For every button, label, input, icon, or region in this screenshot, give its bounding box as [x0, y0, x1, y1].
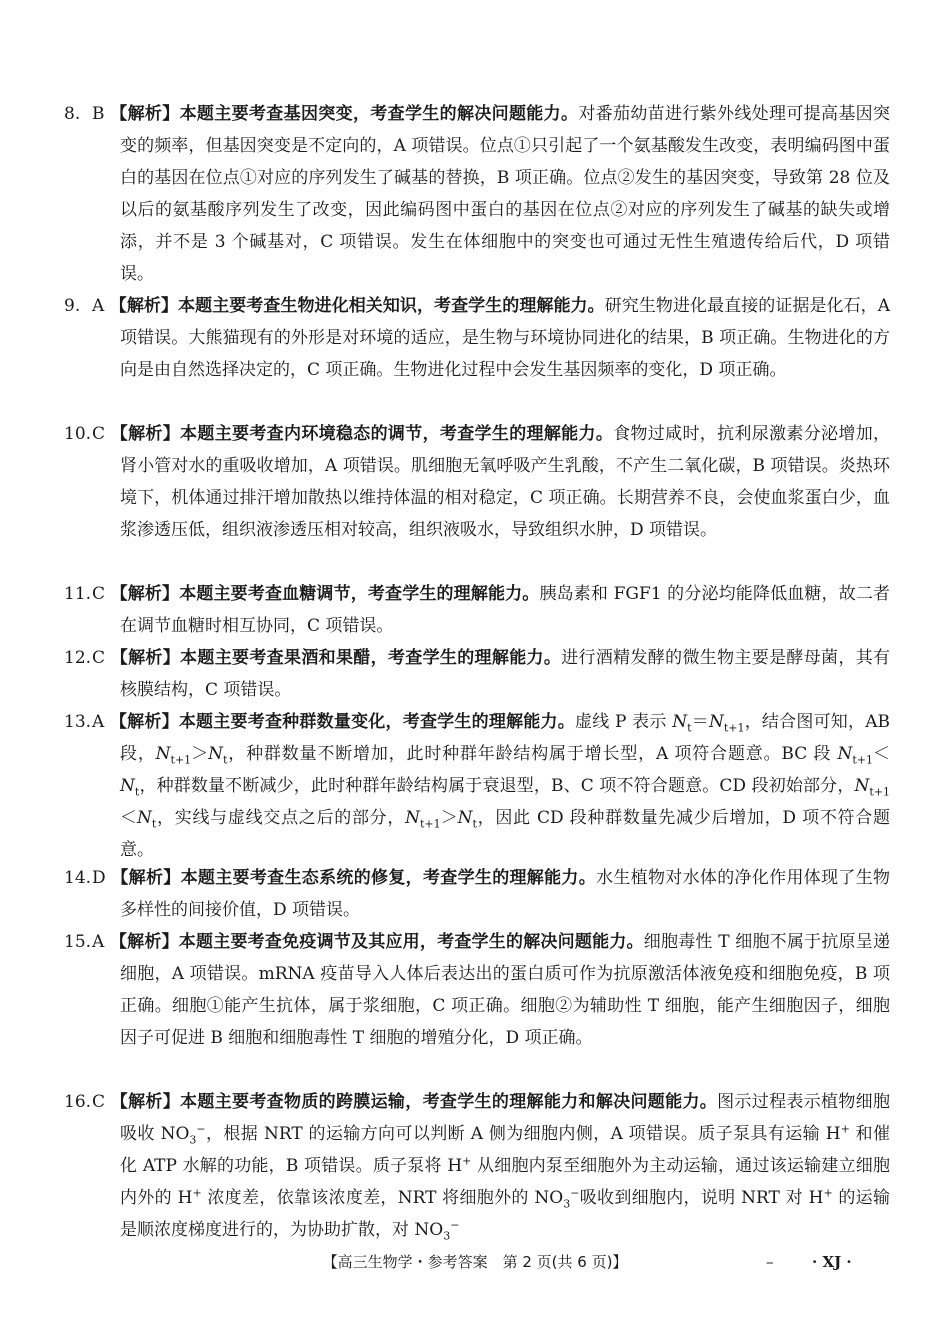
- footer-code: · XJ ·: [812, 1253, 852, 1271]
- item-text-part: 吸收到细胞内，说明 NRT 对 H: [579, 1188, 824, 1208]
- sub-t1: t+1: [852, 753, 874, 767]
- analysis-tag: 【解析】: [110, 1092, 181, 1112]
- item-answer: C: [92, 1092, 106, 1112]
- answer-item-12: 12.C 【解析】本题主要考查果酒和果醋，考查学生的理解能力。进行酒精发酵的微生物主要是酵母菌，其有核膜结构，C 项错误。: [64, 648, 891, 700]
- item-text-part: ，种群数量不断增加，此时种群年龄结构属于增长型，A 项符合题意。BC 段: [227, 744, 838, 764]
- item-text: 胰岛素和 FGF1 的分泌均能降低血糖，故二者在调节血糖时相互协同，C 项错误。: [120, 584, 891, 636]
- item-text-part: ，根据 NRT 的运输方向可以判断 A 侧为细胞内侧，A 项错误。质子泵具有运输 H: [205, 1124, 841, 1144]
- analysis-tag: 【解析】: [109, 296, 179, 316]
- sub-3: 3: [189, 1133, 197, 1147]
- item-topic: 本题主要考查血糖调节，考查学生的理解能力。: [179, 584, 540, 604]
- answer-item-14: 14.D 【解析】本题主要考查生态系统的修复，考查学生的理解能力。水生植物对水体的净化作用体现了生物多样性的间接价值，D 项错误。: [64, 868, 891, 920]
- answer-item-13: 13.A 【解析】本题主要考查种群数量变化，考查学生的理解能力。虚线 P 表示 $N_t=N_{t+1}$，结合图可知，AB 段，$N_{t+1}>N_t$，种群数量不断增加，此时种群年龄结构属于增长型，A 项符合题意。BC 段 $N_{t+1}<N_t$，种群数量不断减少，此时种群年龄结构属于衰退型，B、C 项不符合题意。CD 段初始部分，$N_{t+1}<N_t$，实线与虚线交点之后的部分，$N_{t+1}>N_t$，因此 CD 段种群数量先减少后增加，D 项不符合题意。: [64, 712, 891, 860]
- sub-t: t: [223, 753, 228, 767]
- item-text-part: ＜: [873, 744, 891, 764]
- sub-3: 3: [563, 1197, 571, 1211]
- var-n: N: [457, 808, 473, 828]
- item-text-part: ，结合图可知，AB 段，: [120, 712, 891, 764]
- answer-item-8: 8. B 【解析】本题主要考查基因突变，考查学生的解决问题能力。对番茄幼苗进行紫外线处理可提高基因突变的频率，但基因突变是不定向的，A 项错误。位点①只引起了一个氨基酸发生改变，表明编码图中蛋白的基因在位点①对应的序列发生了碱基的替换，B 项正确。位点②发生的基因突变，导致第 28 位及以后的氨基酸序列发生了改变，因此编码图中蛋白的基因在位点②对应的序列发生了碱基的缺失或增添，并不是 3 个碱基对，C 项错误。发生在体细胞中的突变也可通过无性生殖遗传给后代，D 项错误。: [64, 104, 891, 284]
- var-n: N: [155, 744, 171, 764]
- sub-t: t: [687, 721, 692, 735]
- var-n: N: [837, 744, 853, 764]
- sup-plus: +: [192, 1186, 202, 1200]
- answer-item-11: 11.C 【解析】本题主要考查血糖调节，考查学生的理解能力。胰岛素和 FGF1 的分泌均能降低血糖，故二者在调节血糖时相互协同，C 项错误。: [64, 584, 891, 636]
- item-text-part: ＞: [440, 808, 458, 828]
- item-text: 对番茄幼苗进行紫外线处理可提高基因突变的频率，但基因突变是不定向的，A 项错误。位点①只引起了一个氨基酸发生改变，表明编码图中蛋白的基因在位点①对应的序列发生了碱基的替换，B 项正确。位点②发生的基因突变，导致第 28 位及以后的氨基酸序列发生了改变，因此编码图中蛋白的基因在位点②对应的序列发生了碱基的缺失或增添，并不是 3 个碱基对，C 项错误。发生在体细胞中的突变也可通过无性生殖遗传给后代，D 项错误。: [120, 104, 891, 284]
- item-answer: A: [92, 932, 105, 952]
- answer-item-16: 16.C 【解析】本题主要考查物质的跨膜运输，考查学生的理解能力和解决问题能力。图示过程表示植物细胞吸收 $NO_3^-$，根据 NRT 的运输方向可以判断 A 侧为细胞内侧，A 项错误。质子泵具有运输 H+ 和催化 ATP 水解的功能，B 项错误。质子泵将 H+ 从细胞内泵至细胞外为主动运输，通过该运输建立细胞内外的 H+ 浓度差，依靠该浓度差，NRT 将细胞外的 $NO_3^-$吸收到细胞内，说明 NRT 对 H+ 的运输是顺浓度梯度进行的，为协助扩散，对 $NO_3^-$: [64, 1092, 891, 1243]
- sub-t1: t+1: [723, 721, 745, 735]
- sup-minus: −: [450, 1218, 460, 1232]
- item-text-part: 的运输是顺浓度梯度进行的，为协助扩散，对 NO: [120, 1188, 890, 1240]
- analysis-tag: 【解析】: [110, 424, 181, 444]
- item-text: 食物过咸时，抗利尿激素分泌增加，肾小管对水的重吸收增加，A 项错误。肌细胞无氧呼吸产生乳酸，不产生二氧化碳，B 项错误。炎热环境下，机体通过排汗增加散热以维持体温的相对稳定，C 项正确。长期营养不良，会使血浆蛋白少，血浆渗透压低，组织液渗透压相对较高，组织液吸水，导致组织水肿，D 项错误。: [120, 424, 891, 540]
- item-answer: C: [92, 584, 106, 604]
- item-text-part: ，种群数量不断减少，此时种群年龄结构属于衰退型，B、C 项不符合题意。CD 段初始部分，: [139, 776, 855, 796]
- item-text-part: ＞: [191, 744, 209, 764]
- footer-dash: –: [766, 1253, 774, 1271]
- sup-plus: +: [462, 1154, 472, 1168]
- sub-3: 3: [443, 1229, 451, 1243]
- sub-t: t: [151, 817, 157, 831]
- item-topic: 本题主要考查生态系统的修复，考查学生的理解能力。: [180, 868, 597, 888]
- analysis-tag: 【解析】: [110, 584, 180, 604]
- sub-t: t: [134, 785, 140, 799]
- item-topic: 本题主要考查种群数量变化，考查学生的理解能力。: [178, 712, 575, 732]
- item-text-part: 虚线 P 表示: [574, 712, 673, 732]
- var-n: N: [708, 712, 724, 732]
- analysis-tag: 【解析】: [110, 648, 181, 668]
- item-answer: D: [92, 868, 106, 888]
- answer-item-10: 10.C 【解析】本题主要考查内环境稳态的调节，考查学生的理解能力。食物过咸时，抗利尿激素分泌增加，肾小管对水的重吸收增加，A 项错误。肌细胞无氧呼吸产生乳酸，不产生二氧化碳，B 项错误。炎热环境下，机体通过排汗增加散热以维持体温的相对稳定，C 项正确。长期营养不良，会使血浆蛋白少，血浆渗透压低，组织液渗透压相对较高，组织液吸水，导致组织水肿，D 项错误。: [64, 424, 891, 540]
- footer-title: 【高三生物学・参考答案 第 2 页(共 6 页)】: [322, 1253, 628, 1271]
- sub-t1: t+1: [170, 753, 192, 767]
- item-text-part: 浓度差，依靠该浓度差，NRT 将细胞外的 NO: [201, 1188, 564, 1208]
- sup-minus: −: [196, 1122, 206, 1136]
- item-text-part: ，实线与虚线交点之后的部分，: [156, 808, 406, 828]
- item-text: 研究生物进化最直接的证据是化石，A 项错误。大熊猫现有的外形是对环境的适应，是生物与环境协同进化的结果，B 项正确。生物进化的方向是由自然选择决定的，C 项正确。生物进化过程中会发生基因频率的变化，D 项正确。: [120, 296, 891, 380]
- analysis-tag: 【解析】: [110, 104, 180, 124]
- analysis-tag: 【解析】: [111, 868, 181, 888]
- var-n: N: [405, 808, 420, 828]
- item-topic: 本题主要考查果酒和果醋，考查学生的理解能力。: [180, 648, 562, 668]
- sup-plus: +: [823, 1186, 833, 1200]
- page-footer: [0, 1250, 950, 1274]
- item-answer: A: [92, 712, 105, 732]
- item-text: 进行酒精发酵的微生物主要是酵母菌，其有核膜结构，C 项错误。: [120, 648, 891, 700]
- item-text-part: ，因此 CD 段种群数量先减少后增加，D 项不符合题意。: [120, 808, 891, 860]
- var-n: N: [672, 712, 688, 732]
- item-answer: C: [92, 424, 106, 444]
- sup-minus: −: [570, 1186, 580, 1200]
- var-n: N: [137, 808, 152, 828]
- sub-t1: t+1: [420, 817, 441, 831]
- item-text-part: ＝: [691, 712, 709, 732]
- answer-item-15: 15.A 【解析】本题主要考查免疫调节及其应用，考查学生的解决问题能力。细胞毒性 T 细胞不属于抗原呈递细胞，A 项错误。mRNA 疫苗导入人体后表达出的蛋白质可作为抗原激活体液免疫和细胞免疫，B 项正确。细胞①能产生抗体，属于浆细胞，C 项正确。细胞②为辅助性 T 细胞，能产生细胞因子，细胞因子可促进 B 细胞和细胞毒性 T 细胞的增殖分化，D 项正确。: [64, 932, 891, 1048]
- var-n: N: [854, 776, 870, 796]
- var-n: N: [120, 776, 135, 796]
- var-n: N: [208, 744, 224, 764]
- item-text-part: 图示过程表示植物细胞吸收 NO: [120, 1092, 891, 1144]
- item-answer: C: [92, 648, 106, 668]
- item-text-part: 从细胞内泵至细胞外为主动运输，通过该运输建立细胞内外的 H: [120, 1156, 890, 1208]
- answer-item-9: 9. A 【解析】本题主要考查生物进化相关知识，考查学生的理解能力。研究生物进化最直接的证据是化石，A 项错误。大熊猫现有的外形是对环境的适应，是生物与环境协同进化的结果，B 项正确。生物进化的方向是由自然选择决定的，C 项正确。生物进化过程中会发生基因频率的变化，D 项正确。: [64, 296, 891, 380]
- item-topic: 本题主要考查物质的跨膜运输，考查学生的理解能力和解决问题能力。: [180, 1092, 718, 1112]
- sub-t1: t+1: [869, 785, 890, 799]
- item-answer: B: [92, 104, 105, 124]
- sup-plus: +: [840, 1122, 850, 1136]
- item-topic: 本题主要考查内环境稳态的调节，考查学生的理解能力。: [180, 424, 614, 444]
- item-topic: 本题主要考查免疫调节及其应用，考查学生的解决问题能力。: [178, 932, 644, 952]
- item-text: 水生植物对水体的净化作用体现了生物多样性的间接价值，D 项错误。: [120, 868, 891, 920]
- item-topic: 本题主要考查生物进化相关知识，考查学生的理解能力。: [178, 296, 605, 316]
- item-text: 细胞毒性 T 细胞不属于抗原呈递细胞，A 项错误。mRNA 疫苗导入人体后表达出的蛋白质可作为抗原激活体液免疫和细胞免疫，B 项正确。细胞①能产生抗体，属于浆细胞，C 项正确。细胞②为辅助性 T 细胞，能产生细胞因子，细胞因子可促进 B 细胞和细胞毒性 T 细胞的增殖分化，D 项正确。: [120, 932, 891, 1048]
- item-text-part: 和催化 ATP 水解的功能，B 项错误。质子泵将 H: [120, 1124, 890, 1176]
- sub-t: t: [472, 817, 477, 831]
- analysis-tag: 【解析】: [109, 712, 179, 732]
- analysis-tag: 【解析】: [109, 932, 179, 952]
- item-answer: A: [92, 296, 105, 316]
- item-topic: 本题主要考查基因突变，考查学生的解决问题能力。: [179, 104, 579, 124]
- item-text-part: ＜: [120, 808, 137, 828]
